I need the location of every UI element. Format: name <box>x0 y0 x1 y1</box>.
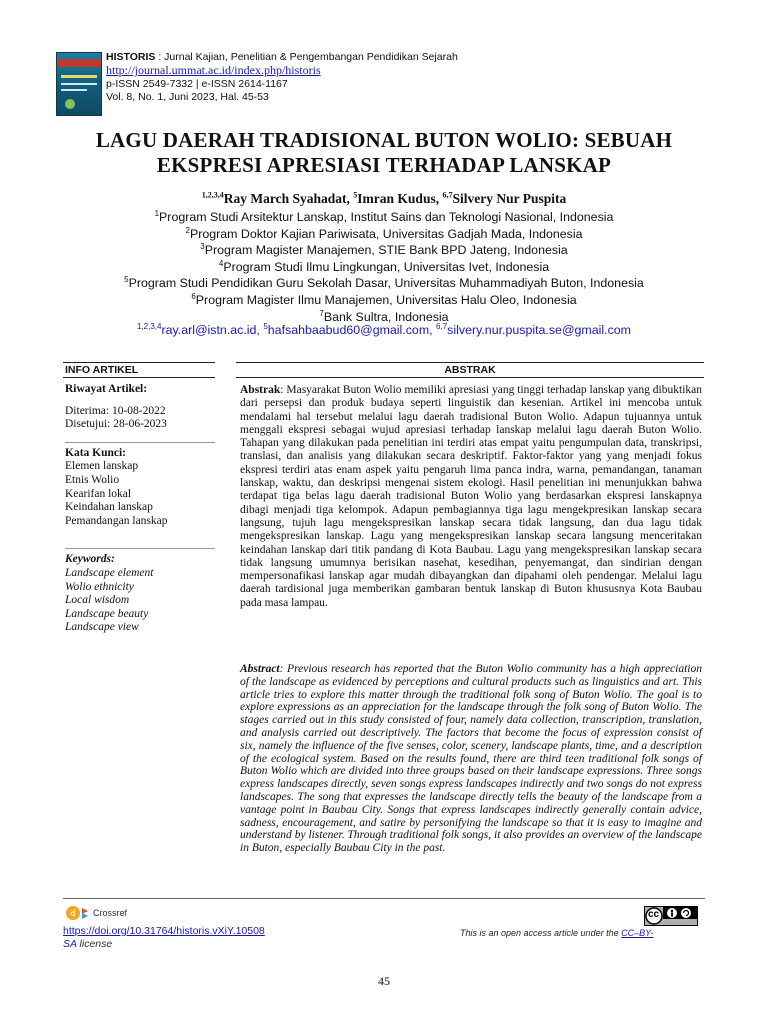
cc-license-badge[interactable] <box>644 906 698 926</box>
received-date: Diterima: 10-08-2022 <box>65 404 166 417</box>
abstract-en-text: : Previous research has reported that the Buton Wolio community has a high appreciation of the landscape as evidenced by perceptions and cultural products such as linguistics and art. This article tries to explore this matter through the traditional folk song of Buton Wolio. The goal is to explore expressions as an appreciation for the landscape through the folk song of Buton Wolio. The stages carried out in this study consisted of four, namely data collection, transcription, translation, and analysis carried out descriptively. The factors that become the focus of expression consist of six, namely the influence of the five senses, color, scenery, landscape plants, time, and a description of the ecological system. Based on the results found, there are third teen traditional folk songs of Buton Wolio which are divided into three groups based on their landscape expressions. Three songs express landscapes directly, seven songs express landscapes indirectly and two songs do not express landscapes. The song that expresses the landscape directly tells the beauty of the landscape from a vantage point in Baubau City. Songs that express landscapes indirectly generally contain advice, sadness, encouragement, and satire by personifying the landscape so that it is easy to imagine and understand by listener. Through traditional folk songs, it also provides an overview of the landscape in Buton, especially Baubau City in the past. <box>240 663 702 855</box>
affiliation-sup: 2 <box>185 225 190 235</box>
keyword-id: Elemen lanskap <box>65 460 139 473</box>
keyword-en: Landscape beauty <box>65 607 149 620</box>
cc-by-link[interactable]: CC–BY- <box>621 928 654 938</box>
affiliation-list <box>40 209 728 325</box>
affiliation-text: Program Studi Arsitektur Lanskap, Institut Sains dan Teknologi Nasional, Indonesia <box>159 210 614 224</box>
email-sup: 6,7 <box>436 321 448 331</box>
abstract-id-label: Abstrak <box>240 384 281 396</box>
author-name: Silvery Nur Puspita <box>452 191 567 206</box>
author-emails <box>40 323 728 337</box>
article-title <box>40 128 728 178</box>
author-sup: 1,2,3,4 <box>201 190 224 200</box>
open-access-notice <box>460 928 653 938</box>
crossref-logo <box>66 905 127 921</box>
license-prefix[interactable]: SA <box>63 938 77 950</box>
email-link[interactable]: hafsahbaabud60@gmail.com, <box>267 323 437 337</box>
affiliation-item <box>40 292 728 309</box>
email-sup: 5 <box>263 321 268 331</box>
journal-header <box>106 51 626 104</box>
abstract-heading: ABSTRAK <box>444 364 496 376</box>
keyword-id: Etnis Wolio <box>65 473 120 486</box>
affiliation-sup: 1 <box>154 208 160 218</box>
abstract-indonesian <box>240 384 702 610</box>
cc-text: cc <box>648 909 660 920</box>
email-sup: 1,2,3,4 <box>136 321 162 331</box>
issn-line: p-ISSN 2549-7332 | e-ISSN 2614-1167 <box>106 78 288 90</box>
doi-icon <box>66 905 90 921</box>
affiliation-item <box>40 275 728 292</box>
author-name: Ray March Syahadat, <box>223 191 354 206</box>
affiliation-sup: 7 <box>319 308 324 318</box>
email-link[interactable]: silvery.nur.puspita.se@gmail.com <box>447 323 631 337</box>
keyword-id: Keindahan lanskap <box>65 501 153 514</box>
title-line-1: LAGU DAERAH TRADISIONAL BUTON WOLIO: SEBUAH <box>95 128 673 152</box>
author-name: Imran Kudus, <box>357 191 443 206</box>
history-label: Riwayat Artikel: <box>65 383 148 395</box>
svg-text:d: d <box>70 909 76 918</box>
keyword-en: Landscape view <box>65 621 139 634</box>
journal-subtitle: : Jurnal Kajian, Penelitian & Pengembangan Pendidikan Sejarah <box>155 51 458 63</box>
affiliation-text: Program Studi Pendidikan Guru Sekolah Dasar, Universitas Muhammadiyah Buton, Indonesia <box>128 276 644 291</box>
keyword-en: Landscape element <box>65 566 154 579</box>
affiliation-text: Program Magister Ilmu Manajemen, Universitas Halu Oleo, Indonesia <box>195 292 577 307</box>
affiliation-text: Program Doktor Kajian Pariwisata, Universitas Gadjah Mada, Indonesia <box>189 226 583 241</box>
footer-rule <box>63 898 705 899</box>
journal-url-link[interactable]: http://journal.ummat.ac.id/index.php/historis <box>106 63 321 77</box>
affiliation-text: Bank Sultra, Indonesia <box>323 309 449 324</box>
keyword-en: Local wisdom <box>65 594 130 607</box>
affiliation-text: Program Magister Manajemen, STIE Bank BPD Jateng, Indonesia <box>204 243 568 258</box>
keywords-en-label: Keywords: <box>65 553 115 566</box>
author-sup: 5 <box>353 190 358 200</box>
affiliation-sup: 3 <box>200 242 205 252</box>
affiliation-item <box>40 226 728 243</box>
affiliation-item <box>40 209 728 226</box>
keywords-id-label: Kata Kunci: <box>65 446 127 459</box>
abstract-bottom-rule <box>236 377 704 378</box>
affiliation-sup: 5 <box>124 275 129 285</box>
affiliation-sup: 4 <box>218 258 224 268</box>
affiliation-item <box>40 259 728 276</box>
abstract-id-text: : Masyarakat Buton Wolio memiliki apresiasi yang tinggi terhadap lanskap yang dibuktikan dari persepsi dan produk budaya seperti linguistik dan kesenian. Artikel ini mencoba untuk mendalami hal tersebut melalui lagu daerah tradisional Buton Wolio. Adapun tujuannya untuk menggali ekspresi sebagai wujud apresiasi terhadap lanskap melalui lagu daerah Buton Wolio. Tahapan yang dilakukan pada penelitian ini terdiri atas empat yaitu pengumpulan data, transkripsi, translasi, dan analisis yang dilakukan secara deskriptif. Faktor-faktor yang yang menjadi fokus ekspresi terdiri atas enam aspek yaitu pengaruh lima panca indra, warna, pemandangan, tanaman lanskap, waktu, dan deskripsi mengenai sistem ekologi. Hasil penelitian ini menunjukkan bahwa terdapat tiga belas lagu daerah tradisional Buton Wolio yang berdasarkan ekspresi lanskapnya dibagi menjadi tiga kelompok. Adapun pembagiannya tiga lagu mengekpresikan lanskap secara langsung, tujuh lagu mengekspresikan lanskap secara tidak langsung, dan dua lagu tidak mengekspresikan lanskap. Lagu yang mengekspresikan lanskap secara langsung menceritakan keindahan lanskap dari titik pandang di Kota Baubau. Lagu yang mengekspresikan lanskap secara tidak langsung umumnya berisikan nasehat, kesedihan, penyemangat, dan sindirian dengan mempersonafikasi lanskap agar mudah dibayangkan dan dipahami oleh pendengar. Melalui lagu daerah tardisional juga memberikan gambaran bentuk lanskap di Buton khususnya Kota Baubau pada masa lampau. <box>240 384 702 609</box>
doi-block <box>63 925 265 951</box>
journal-cover-thumbnail <box>56 52 102 116</box>
article-info-column <box>65 383 215 635</box>
title-line-2: EKSPRESI APRESIASI TERHADAP LANSKAP <box>156 153 612 177</box>
accepted-date: Disetujui: 28-06-2023 <box>65 418 167 431</box>
keyword-id: Kearifan lokal <box>65 487 132 500</box>
abstract-top-rule <box>236 362 704 363</box>
email-link[interactable]: ray.arl@istn.ac.id, <box>161 323 264 337</box>
author-sup: 6,7 <box>442 190 453 200</box>
abstract-english <box>240 663 702 855</box>
info-heading: INFO ARTIKEL <box>65 364 139 376</box>
keyword-en: Wolio ethnicity <box>65 580 134 593</box>
journal-name: HISTORIS <box>106 51 156 63</box>
doi-link[interactable]: https://doi.org/10.31764/historis.vXiY.10508 <box>63 925 265 937</box>
affiliation-sup: 6 <box>191 291 196 301</box>
license-line <box>63 938 265 951</box>
page-number: 45 <box>378 974 390 988</box>
author-list <box>40 191 728 207</box>
info-top-rule <box>63 362 215 363</box>
affiliation-text: Program Studi Ilmu Lingkungan, Universitas Ivet, Indonesia <box>223 259 550 274</box>
volume-line: Vol. 8, No. 1, Juni 2023, Hal. 45-53 <box>106 91 269 103</box>
affiliation-item <box>40 242 728 259</box>
oa-text: This is an open access article under the <box>460 928 622 938</box>
keyword-id: Pemandangan lanskap <box>65 514 168 527</box>
abstract-en-label: Abstract <box>240 663 280 675</box>
crossref-label: Crossref <box>93 908 128 918</box>
license-suffix: license <box>76 938 113 950</box>
info-bottom-rule <box>63 377 215 378</box>
